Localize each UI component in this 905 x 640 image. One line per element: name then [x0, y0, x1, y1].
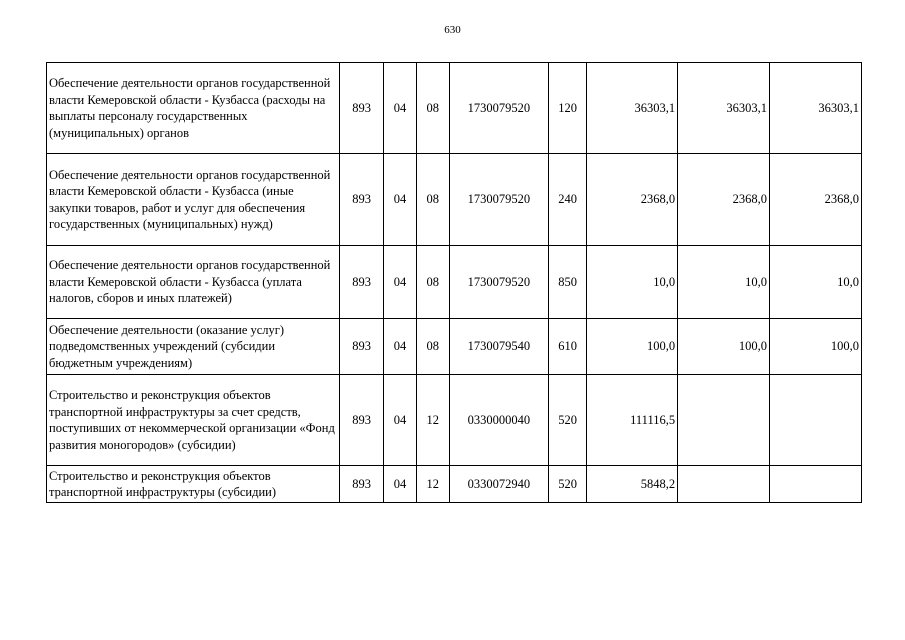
target-item-code: 0330072940 [449, 466, 548, 503]
row-name: Строительство и реконструкция объектов транспортной инфраструктуры (субсидии) [47, 466, 340, 503]
row-name: Обеспечение деятельности (оказание услуг) подведомственных учреждений (субсидии бюджетным учреждениям) [47, 319, 340, 375]
amount-year-1: 36303,1 [587, 63, 678, 154]
expense-type-code: 520 [548, 375, 586, 466]
expense-type-code: 120 [548, 63, 586, 154]
ved-code: 893 [339, 466, 383, 503]
amount-year-3 [770, 375, 862, 466]
target-item-code: 0330000040 [449, 375, 548, 466]
section-code: 04 [384, 246, 416, 319]
ved-code: 893 [339, 375, 383, 466]
page-number: 630 [444, 24, 461, 36]
amount-year-1: 111116,5 [587, 375, 678, 466]
amount-year-2: 100,0 [678, 319, 770, 375]
ved-code: 893 [339, 63, 383, 154]
section-code: 04 [384, 63, 416, 154]
table-row [47, 154, 862, 246]
subsection-code: 12 [416, 466, 449, 503]
target-item-code: 1730079520 [449, 246, 548, 319]
ved-code: 893 [339, 154, 383, 246]
amount-year-2: 10,0 [678, 246, 770, 319]
table-row [47, 246, 862, 319]
budget-table [46, 62, 862, 503]
amount-year-3: 36303,1 [770, 63, 862, 154]
amount-year-2: 2368,0 [678, 154, 770, 246]
target-item-code: 1730079540 [449, 319, 548, 375]
amount-year-1: 10,0 [587, 246, 678, 319]
expense-type-code: 520 [548, 466, 586, 503]
row-name: Обеспечение деятельности органов государственной власти Кемеровской области - Кузбасса (расходы на выплаты персоналу государственных (муниципальных) органов [47, 63, 340, 154]
ved-code: 893 [339, 246, 383, 319]
table-row [47, 466, 862, 503]
amount-year-1: 2368,0 [587, 154, 678, 246]
expense-type-code: 850 [548, 246, 586, 319]
amount-year-2 [678, 375, 770, 466]
target-item-code: 1730079520 [449, 63, 548, 154]
amount-year-2 [678, 466, 770, 503]
expense-type-code: 610 [548, 319, 586, 375]
subsection-code: 08 [416, 154, 449, 246]
target-item-code: 1730079520 [449, 154, 548, 246]
amount-year-1: 5848,2 [587, 466, 678, 503]
section-code: 04 [384, 319, 416, 375]
section-code: 04 [384, 154, 416, 246]
table-row [47, 63, 862, 154]
amount-year-3: 2368,0 [770, 154, 862, 246]
amount-year-1: 100,0 [587, 319, 678, 375]
expense-type-code: 240 [548, 154, 586, 246]
amount-year-3: 10,0 [770, 246, 862, 319]
amount-year-2: 36303,1 [678, 63, 770, 154]
subsection-code: 08 [416, 246, 449, 319]
amount-year-3 [770, 466, 862, 503]
row-name: Обеспечение деятельности органов государственной власти Кемеровской области - Кузбасса (иные закупки товаров, работ и услуг для обеспечения государственных (муниципальных) нужд) [47, 154, 340, 246]
row-name: Обеспечение деятельности органов государственной власти Кемеровской области - Кузбасса (уплата налогов, сборов и иных платежей) [47, 246, 340, 319]
subsection-code: 08 [416, 319, 449, 375]
row-name: Строительство и реконструкция объектов транспортной инфраструктуры за счет средств, поступивших от некоммерческой организации «Фонд развития моногородов» (субсидии) [47, 375, 340, 466]
subsection-code: 12 [416, 375, 449, 466]
table-row [47, 375, 862, 466]
subsection-code: 08 [416, 63, 449, 154]
section-code: 04 [384, 466, 416, 503]
amount-year-3: 100,0 [770, 319, 862, 375]
table-row [47, 319, 862, 375]
ved-code: 893 [339, 319, 383, 375]
section-code: 04 [384, 375, 416, 466]
